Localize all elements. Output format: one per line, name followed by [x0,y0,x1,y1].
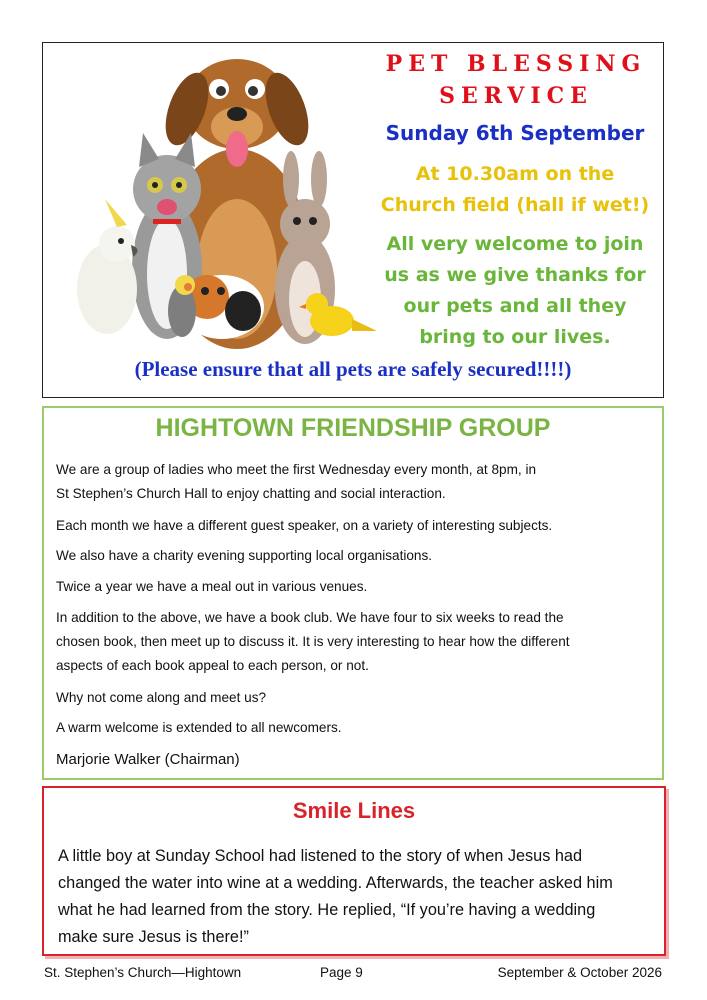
smile-lines-story [58,843,658,951]
friendship-paragraph: Why not come along and meet us? [56,690,267,705]
story-line: make sure Jesus is there!” [58,928,249,946]
pets-secured-note: (Please ensure that all pets are safely secured!!!!) [134,357,572,381]
friendship-paragraph: Each month we have a different guest speaker, on a variety of interesting subjects. [56,518,553,533]
friendship-group-title: HIGHTOWN FRIENDSHIP GROUP [155,414,551,442]
friendship-paragraph: Twice a year we have a meal out in various venues. [56,579,368,594]
friendship-paragraph: In addition to the above, we have a book club. We have four to six weeks to read the [56,610,564,625]
welcome-line: our pets and all they [403,295,627,317]
page-footer [44,965,662,985]
smile-lines-panel [42,786,666,956]
footer-page-number: Page 9 [320,965,363,980]
footer-church-name: St. Stephen’s Church—Hightown [44,965,242,980]
smile-lines-title: Smile Lines [292,798,416,823]
friendship-paragraph: St Stephen’s Church Hall to enjoy chatting and social interaction. [56,486,446,501]
pet-blessing-title-line2: SERVICE [439,83,593,109]
pet-blessing-title-line1: PET BLESSING [385,51,647,77]
time-line: At 10.30am on the [415,163,615,185]
friendship-signature: Marjorie Walker (Chairman) [56,751,240,768]
welcome-line: bring to our lives. [419,326,611,348]
service-welcome-text [359,229,671,353]
pet-blessing-panel [42,42,664,398]
friendship-paragraph: chosen book, then meet up to discuss it. It is very interesting to hear how the different [56,634,570,649]
time-line: Church field (hall if wet!) [380,194,650,216]
cartoon-pets-illustration [47,49,387,349]
friendship-paragraph: aspects of each book appeal to each person, or not. [56,658,369,673]
footer-issue-date: September & October 2026 [497,965,662,980]
welcome-line: All very welcome to join [386,233,644,255]
friendship-group-panel [42,406,664,780]
service-time-location [359,159,671,221]
story-line: changed the water into wine at a wedding. Afterwards, the teacher asked him [58,874,613,892]
friendship-paragraph: We also have a charity evening supporting local organisations. [56,548,433,563]
service-date: Sunday 6th September [385,121,645,145]
friendship-paragraph: A warm welcome is extended to all newcomers. [56,720,342,735]
welcome-line: us as we give thanks for [384,264,646,286]
cockatoo-illustration [77,199,138,334]
story-line: A little boy at Sunday School had listened to the story of when Jesus had [58,847,583,865]
friendship-paragraph: We are a group of ladies who meet the first Wednesday every month, at 8pm, in [56,462,537,477]
story-line: what he had learned from the story. He replied, “If you’re having a wedding [58,901,596,919]
